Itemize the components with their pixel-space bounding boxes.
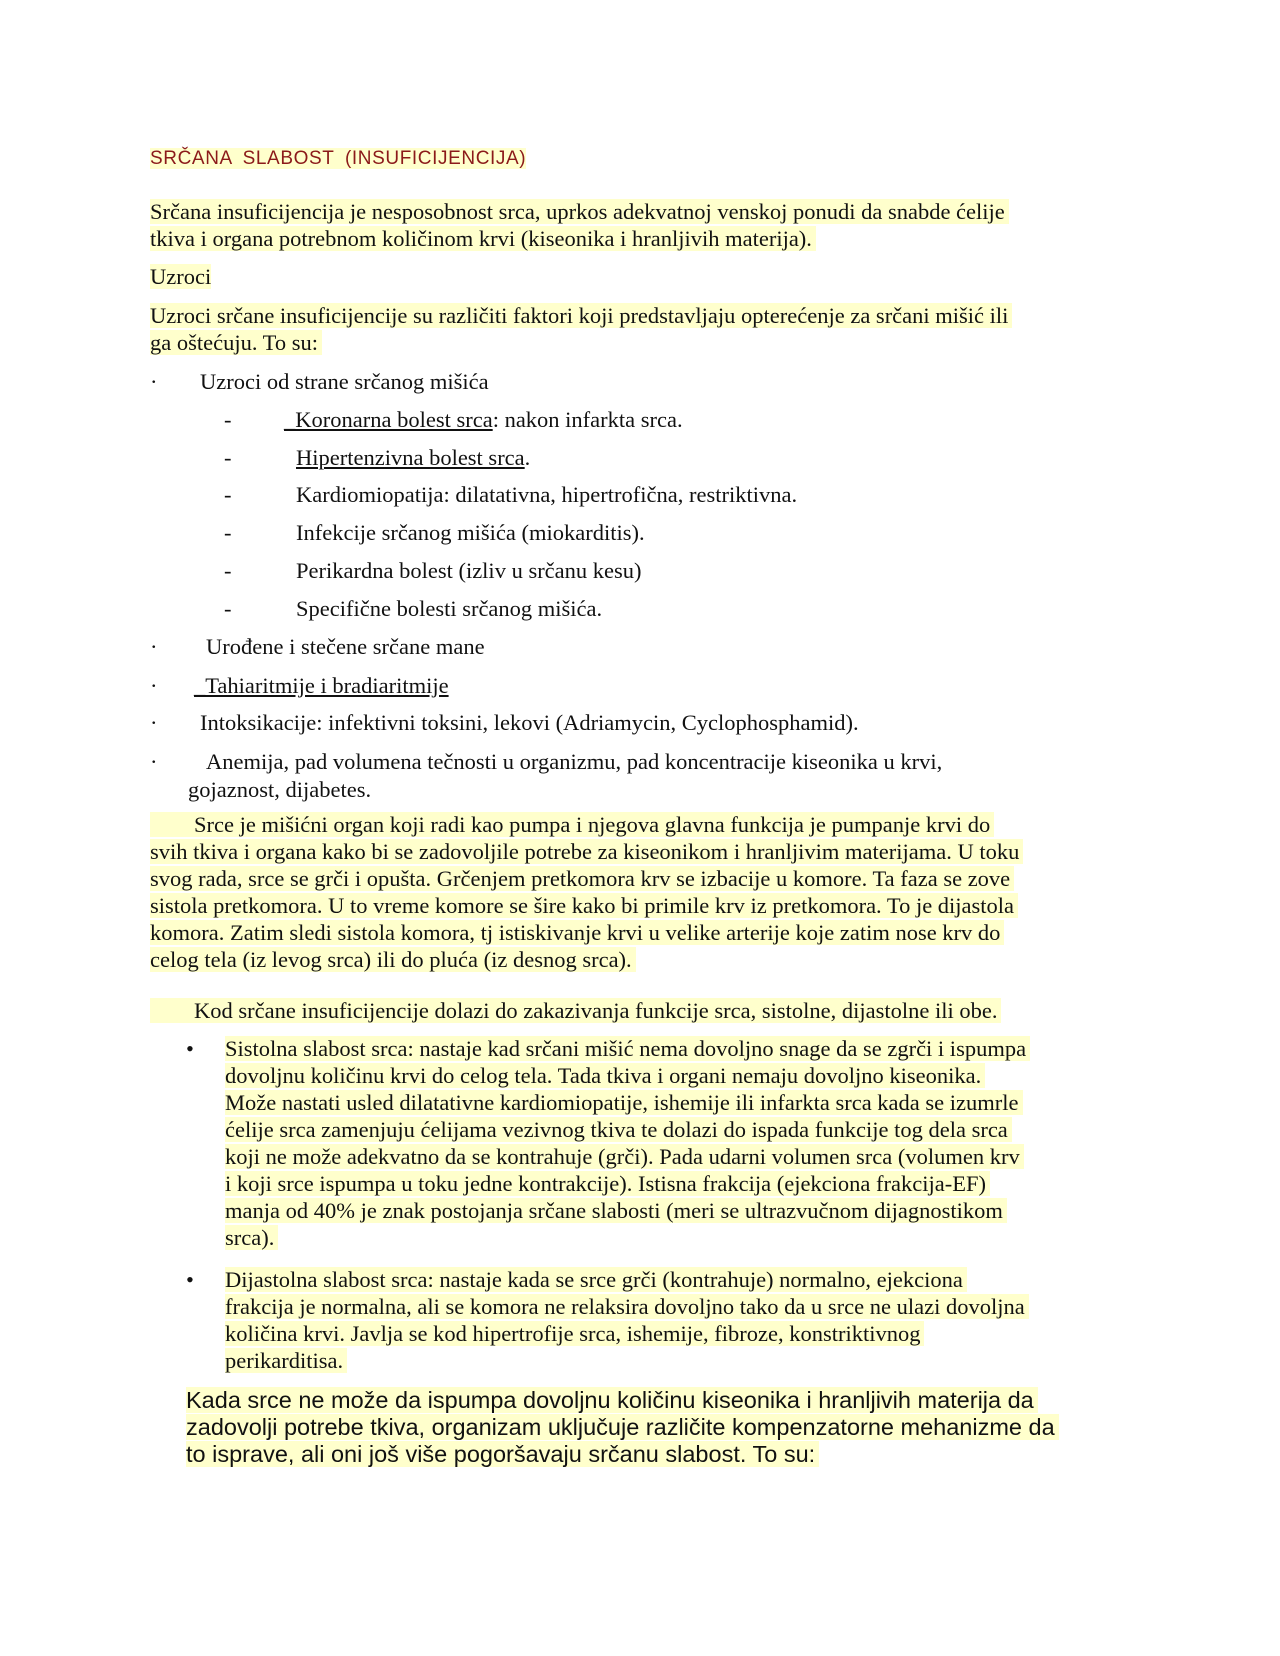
heart-function-paragraph: Srce je mišićni organ koji radi kao pumpa i njegova glavna funkcija je pumpanje krvi do svih tkiva i organa kako bi se zadovoljile potrebe za kiseonikom i hranljivim materijama. U toku svog rada, srce se grči i opušta. Grčenjem pretkomora krv se izbacije u komore. Ta faza se zove sistola pretkomora. U to vreme komore se šire kako bi primile krv iz pretkomora. To je dijastola komora. Zatim sledi sistola komora, tj istiskivanje krvi u velike arterije koje zatim nose krv do celog tela (iz levog srca) ili do pluća (iz desnog srca). [150,811,1023,973]
bullet-marker: • [186,1267,194,1292]
bullet-marker: · [150,369,158,394]
link-arrhythmias[interactable]: _Tahiaritmije i bradiaritmije [194,673,449,698]
bullet-marker: • [186,1036,194,1061]
document-page: SRČANA SLABOST (INSUFICIJENCIJA) Srčana insuficijencija je nesposobnost srca, uprkos adekvatnoj venskoj ponudi da snabde ćelije tkiva i organa potrebnom količinom krvi (kiseonika i hranljivih materija). Uzroci Uzroci srčane insuficijencije su različiti faktori koji predstavljaju opterećenje za srčani mišić ili ga oštećuju. To su: · Uzroci od strane srčanog mišića - _Koronarna bolest srca: nakon infarkta srca. - Hipertenzivna bolest srca. - Kardiomiopatija: dilatativna, hipertrofična, restriktivna. - Infekcije srčanog mišića (miokarditis). - Perikardna bolest (izliv u srčanu kesu) - Specifične bolesti srčanog mišića. · Urođene i stečene srčane mane · _Tahiaritmije i bradiaritmije · Intoksikacije: infektivni toksini, lekovi (Adriamycin, Cyclophosphamid). · Anemija, pad volumena tečnosti u organizmu, pad koncentracije kiseonika u krvi, gojaznost, dijabetes. Srce je mišićni organ koji radi kao pumpa i njegova glavna funkcija je pumpanje krvi do svih tkiva i organa kako bi se zadovoljile potrebe za kiseonikom i hranljivim materijama. U toku svog rada, srce se grči i opušta. Grčenjem pretkomora krv se izbacije u komore. Ta faza se zove sistola pretkomora. U to vreme komore se šire kako bi primile krv iz pretkomora. To je dijastola komora. Zatim sledi sistola komora, tj istiskivanje krvi u velike arterije koje zatim nose krv do celog tela (iz levog srca) ili do pluća (iz desnog srca). Kod srčane insuficijencije dolazi do zakazivanja funkcije srca, sistolne, dijastolne ili obe. • Sistolna slabost srca: nastaje kad srčani mišić nema dovoljno snage da se zgrči i ispumpa dovoljnu količinu krvi do celog tela. Tada tkiva i organi nemaju dovoljno kiseonika. Može nastati usled dilatativne kardiomiopatije, ishemije ili infarkta srca kada se izumrle ćelije srca zamenjuju ćelijama vezivnog tkiva te dolazi do ispada funkcije tog dela srca koji ne može adekvatno da se kontrahuje (grči). Pada udarni volumen srca (volumen krv i koji srce ispumpa u toku jedne kontrakcije). Istisna frakcija (ejekciona frakcija-EF) manja od 40% je znak postojanja srčane slabosti (meri se ultrazvučnom dijagnostikom srca). • Dijastolna slabost srca: nastaje kada se srce grči (kontrahuje) normalno, ejekciona frakcija je normalna, ali se komora ne relaksira dovoljno tako da u srce ne ulazi dovoljna količina krvi. Javlja se kod hipertrofije srca, ishemije, fibroze, konstriktivnog perikarditisa. Kada srce ne može da ispumpa dovoljnu količinu kiseonika i hranljivih materija da zadovolji potrebe tkiva, organizam uključuje različite kompenzatorne mehanizme da to isprave, ali oni još više pogoršavaju srčanu slabost. To su: [0,0,1280,1656]
causes-intro: Uzroci srčane insuficijencije su različiti faktori koji predstavljaju opterećenje za srčani mišić ili ga oštećuju. To su: [150,302,1012,356]
intro-paragraph: Srčana insuficijencija je nesposobnost srca, uprkos adekvatnoj venskoj ponudi da snabde ćelije tkiva i organa potrebnom količinom krvi (kiseonika i hranljivih materija). [150,198,1009,252]
dash-marker: - [224,520,232,545]
insufficiency-paragraph: Kod srčane insuficijencije dolazi do zakazivanja funkcije srca, sistolne, dijastolne ili obe. [150,997,1001,1024]
page-title: SRČANA SLABOST (INSUFICIJENCIJA) [150,148,527,169]
bullet-marker: · [150,710,158,735]
dash-marker: - [224,558,232,583]
dash-marker: - [224,407,232,432]
compensatory-mechanisms-paragraph: Kada srce ne može da ispumpa dovoljnu količinu kiseonika i hranljivih materija da zadovolji potrebe tkiva, organizam uključuje različite kompenzatorne mehanizme da to isprave, ali oni još više pogoršavaju srčanu slabost. To su: [186,1387,1059,1468]
bullet-marker: · [150,673,158,698]
dash-marker: - [224,445,232,470]
link-coronary-disease[interactable]: _Koronarna bolest srca [284,407,493,432]
dash-marker: - [224,482,232,507]
link-hypertensive-disease[interactable]: Hipertenzivna bolest srca [296,445,525,470]
bullet-marker: · [150,634,158,659]
causes-heading: Uzroci [150,264,212,289]
dash-marker: - [224,596,232,621]
bullet-marker: · [150,749,158,774]
